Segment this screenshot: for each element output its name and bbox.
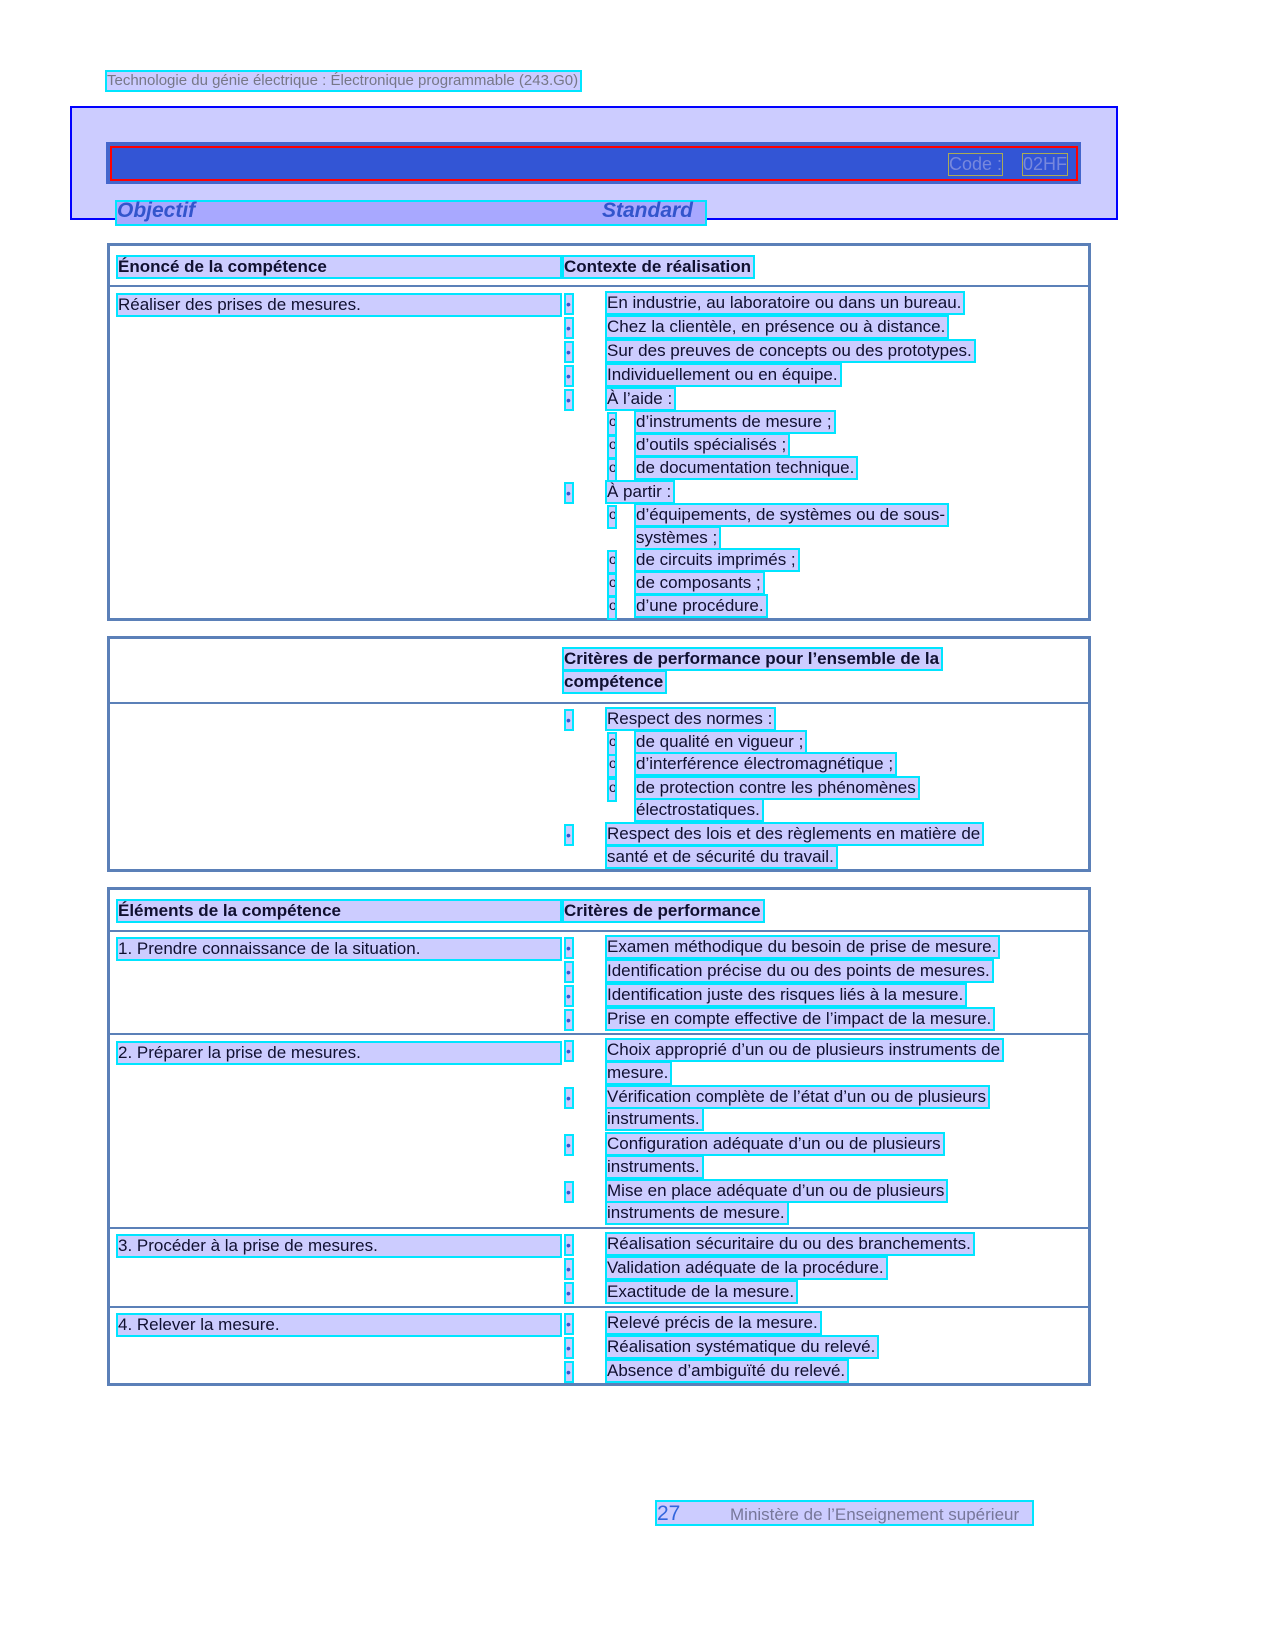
table2-header-line1: Critères de performance pour l’ensemble de la	[564, 649, 940, 668]
list-item: Choix approprié d’un ou de plusieurs instruments de	[607, 1040, 1001, 1059]
sub-bullet-icon: o	[609, 437, 615, 457]
table1-col2-header: Contexte de réalisation	[564, 257, 752, 276]
standard-label: Standard	[602, 199, 694, 222]
sub-bullet-icon: o	[609, 552, 615, 572]
competency-element: 4. Relever la mesure.	[118, 1315, 560, 1335]
list-item: Validation adéquate de la procédure.	[607, 1258, 884, 1277]
divider	[107, 930, 1091, 932]
bullet-icon: •	[566, 1090, 571, 1106]
bullet-icon: •	[566, 940, 571, 956]
list-item: Sur des preuves de concepts ou des prototypes.	[607, 341, 972, 360]
bullet-icon: •	[566, 320, 571, 336]
competency-element: 1. Prendre connaissance de la situation.	[118, 939, 560, 959]
list-item: Vérification complète de l’état d’un ou de plusieurs	[607, 1087, 986, 1106]
bullet-icon: •	[566, 1237, 571, 1253]
sub-list-item: de circuits imprimés ;	[636, 550, 796, 569]
bullet-icon: •	[566, 368, 571, 384]
sub-bullet-icon: o	[609, 780, 615, 800]
sub-list-item: de qualité en vigueur ;	[636, 732, 804, 751]
list-item: Chez la clientèle, en présence ou à distance.	[607, 317, 946, 336]
code-value: 02HF	[1023, 154, 1068, 174]
sub-list-item: d’une procédure.	[636, 596, 764, 615]
list-item: Absence d’ambiguïté du relevé.	[607, 1361, 846, 1380]
list-item: santé et de sécurité du travail.	[607, 847, 834, 866]
sub-list-item: d’instruments de mesure ;	[636, 412, 832, 431]
sub-bullet-icon: o	[609, 734, 615, 754]
list-item: Respect des normes :	[607, 709, 773, 728]
bullet-icon: •	[566, 988, 571, 1004]
list-item: Identification juste des risques liés à la mesure.	[607, 985, 964, 1004]
sub-bullet-icon: o	[609, 756, 615, 776]
divider	[107, 1033, 1091, 1035]
sub-bullet-icon: o	[609, 575, 615, 595]
bullet-icon: •	[566, 1340, 571, 1356]
bullet-icon: •	[566, 1316, 571, 1332]
divider	[107, 1306, 1091, 1308]
divider	[107, 702, 1091, 704]
sub-list-item: de protection contre les phénomènes	[636, 778, 916, 797]
bullet-icon: •	[566, 827, 571, 843]
running-title: Technologie du génie électrique : Électronique programmable (243.G0)	[107, 72, 579, 89]
list-item: Identification précise du ou des points de mesures.	[607, 961, 990, 980]
list-item: Examen méthodique du besoin de prise de mesure.	[607, 937, 997, 956]
list-item: Réalisation systématique du relevé.	[607, 1337, 876, 1356]
divider	[107, 285, 1091, 287]
bullet-icon: •	[566, 1285, 571, 1301]
sub-list-item: de composants ;	[636, 573, 761, 592]
divider	[107, 1227, 1091, 1229]
list-item: Respect des lois et des règlements en matière de	[607, 824, 981, 843]
bullet-icon: •	[566, 1043, 571, 1059]
bullet-icon: •	[566, 712, 571, 728]
list-item: instruments de mesure.	[607, 1203, 785, 1222]
list-item: Relevé précis de la mesure.	[607, 1313, 818, 1332]
list-item: Réalisation sécuritaire du ou des branchements.	[607, 1234, 971, 1253]
table3-col1-header: Éléments de la compétence	[118, 901, 560, 921]
bullet-icon: •	[566, 392, 571, 408]
sub-bullet-icon: o	[609, 507, 615, 527]
bullet-icon: •	[566, 1012, 571, 1028]
bullet-icon: •	[566, 1137, 571, 1153]
sub-list-item: systèmes ;	[636, 528, 718, 547]
list-item: À l’aide :	[607, 389, 673, 408]
bullet-icon: •	[566, 485, 571, 501]
bullet-icon: •	[566, 296, 571, 312]
sub-list-item: d’équipements, de systèmes ou de sous-	[636, 505, 946, 524]
sub-list-item: de documentation technique.	[636, 458, 855, 477]
table3-col2-header: Critères de performance	[564, 901, 761, 920]
list-item: Mise en place adéquate d’un ou de plusieurs	[607, 1181, 945, 1200]
sub-bullet-icon: o	[609, 598, 615, 618]
list-item: mesure.	[607, 1063, 669, 1082]
bullet-icon: •	[566, 344, 571, 360]
competency-element: 2. Préparer la prise de mesures.	[118, 1043, 560, 1063]
code-label: Code :	[949, 154, 1003, 174]
sub-list-item: électrostatiques.	[636, 800, 760, 819]
sub-list-item: d’outils spécialisés ;	[636, 435, 787, 454]
table1-col1-header: Énoncé de la compétence	[118, 257, 560, 277]
sub-bullet-icon: o	[609, 414, 615, 434]
list-item: instruments.	[607, 1109, 700, 1128]
list-item: Exactitude de la mesure.	[607, 1282, 795, 1301]
list-item: En industrie, au laboratoire ou dans un bureau.	[607, 293, 962, 312]
bullet-icon: •	[566, 964, 571, 980]
list-item: Prise en compte effective de l’impact de la mesure.	[607, 1009, 992, 1028]
bullet-icon: •	[566, 1261, 571, 1277]
competency-statement: Réaliser des prises de mesures.	[118, 295, 560, 315]
competency-element: 3. Procéder à la prise de mesures.	[118, 1236, 560, 1256]
list-item: Individuellement ou en équipe.	[607, 365, 838, 384]
code-bar-inner	[110, 146, 1078, 181]
sub-bullet-icon: o	[609, 460, 615, 480]
list-item: Configuration adéquate d’un ou de plusieurs	[607, 1134, 941, 1153]
list-item: instruments.	[607, 1157, 700, 1176]
list-item: À partir :	[607, 482, 672, 501]
bullet-icon: •	[566, 1184, 571, 1200]
page-number: 27	[657, 1502, 681, 1525]
objectif-label: Objectif	[117, 199, 196, 222]
sub-list-item: d’interférence électromagnétique ;	[636, 754, 894, 773]
table2-header-line2: compétence	[564, 672, 664, 691]
bullet-icon: •	[566, 1364, 571, 1380]
ministry-name: Ministère de l’Enseignement supérieur	[730, 1505, 1020, 1524]
